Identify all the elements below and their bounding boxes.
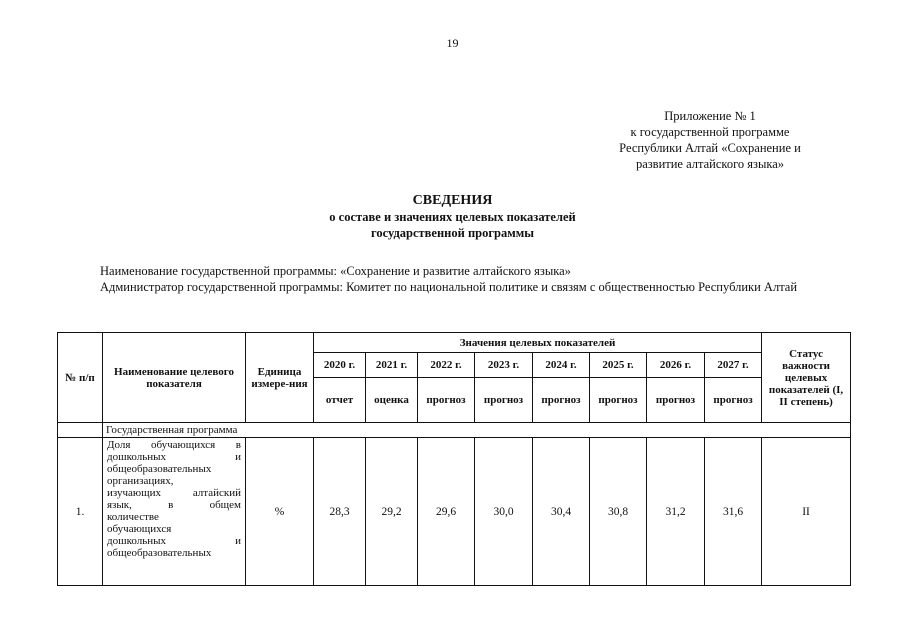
- header-number: № п/п: [58, 333, 103, 423]
- header-year: 2022 г.: [418, 353, 475, 378]
- header-year: 2023 г.: [475, 353, 533, 378]
- header-year: 2020 г.: [314, 353, 366, 378]
- row-value: 30,8: [590, 438, 647, 586]
- header-year: 2027 г.: [705, 353, 762, 378]
- row-indicator-name: [103, 438, 246, 586]
- indicator-name-line: организациях,: [107, 475, 174, 487]
- row-value: 30,4: [533, 438, 590, 586]
- section-empty-cell: [58, 423, 103, 438]
- indicator-name-line: общеобразовательных: [107, 463, 212, 475]
- row-value: 29,2: [366, 438, 418, 586]
- document-subtitle: о составе и значениях целевых показателей: [329, 210, 576, 224]
- header-indicator-name: Наименование целевого показателя: [103, 333, 246, 423]
- indicator-name-line: общеобразовательных: [107, 547, 212, 559]
- intro-text: [60, 263, 843, 295]
- appendix-line: Приложение № 1: [664, 109, 756, 123]
- row-unit: %: [246, 438, 314, 586]
- indicator-name-line: дошкольных и: [107, 535, 241, 547]
- header-value-type: оценка: [366, 378, 418, 423]
- header-year: 2021 г.: [366, 353, 418, 378]
- header-value-type: прогноз: [418, 378, 475, 423]
- header-year: 2025 г.: [590, 353, 647, 378]
- document-subtitle: государственной программы: [370, 226, 535, 240]
- row-value: 28,3: [314, 438, 366, 586]
- header-value-type: прогноз: [590, 378, 647, 423]
- appendix-line: развитие алтайского языка»: [635, 157, 785, 171]
- row-value: 31,2: [647, 438, 705, 586]
- header-status: Статус важности целевых показателей (I, II степень): [762, 333, 851, 423]
- header-values-group: Значения целевых показателей: [314, 333, 762, 353]
- indicator-name-line: количестве: [107, 511, 159, 523]
- targets-table: [57, 332, 851, 586]
- indicator-name-line: обучающихся: [107, 523, 172, 535]
- indicator-name-line: Доля обучающихся в: [107, 439, 241, 451]
- row-status: II: [762, 438, 851, 586]
- program-name-paragraph: Наименование государственной программы: «Сохранение и развитие алтайского языка»: [100, 264, 571, 278]
- header-value-type: отчет: [314, 378, 366, 423]
- page-number: 19: [446, 36, 459, 50]
- document-title: СВЕДЕНИЯ: [412, 193, 493, 208]
- section-row: [58, 423, 851, 438]
- header-year: 2024 г.: [533, 353, 590, 378]
- appendix-line: Республики Алтай «Сохранение и: [619, 141, 801, 155]
- row-value: 31,6: [705, 438, 762, 586]
- indicator-name-line: дошкольных и: [107, 451, 241, 463]
- header-value-type: прогноз: [533, 378, 590, 423]
- document-heading: [0, 193, 905, 241]
- row-value: 30,0: [475, 438, 533, 586]
- indicator-name-line: язык, в общем: [107, 499, 241, 511]
- header-unit: Единица измере-ния: [246, 333, 314, 423]
- header-value-type: прогноз: [647, 378, 705, 423]
- indicator-name-line: изучающих алтайский: [107, 487, 241, 499]
- appendix-block: [585, 108, 835, 172]
- table-row: [58, 438, 851, 586]
- header-value-type: прогноз: [705, 378, 762, 423]
- administrator-paragraph: Администратор государственной программы: Комитет по национальной политике и связям с общественностью Республики Алтай: [100, 280, 798, 294]
- appendix-line: к государственной программе: [630, 125, 790, 139]
- row-number: 1.: [58, 438, 103, 586]
- row-value: 29,6: [418, 438, 475, 586]
- section-label: Государственная программа: [103, 423, 851, 438]
- header-year: 2026 г.: [647, 353, 705, 378]
- header-value-type: прогноз: [475, 378, 533, 423]
